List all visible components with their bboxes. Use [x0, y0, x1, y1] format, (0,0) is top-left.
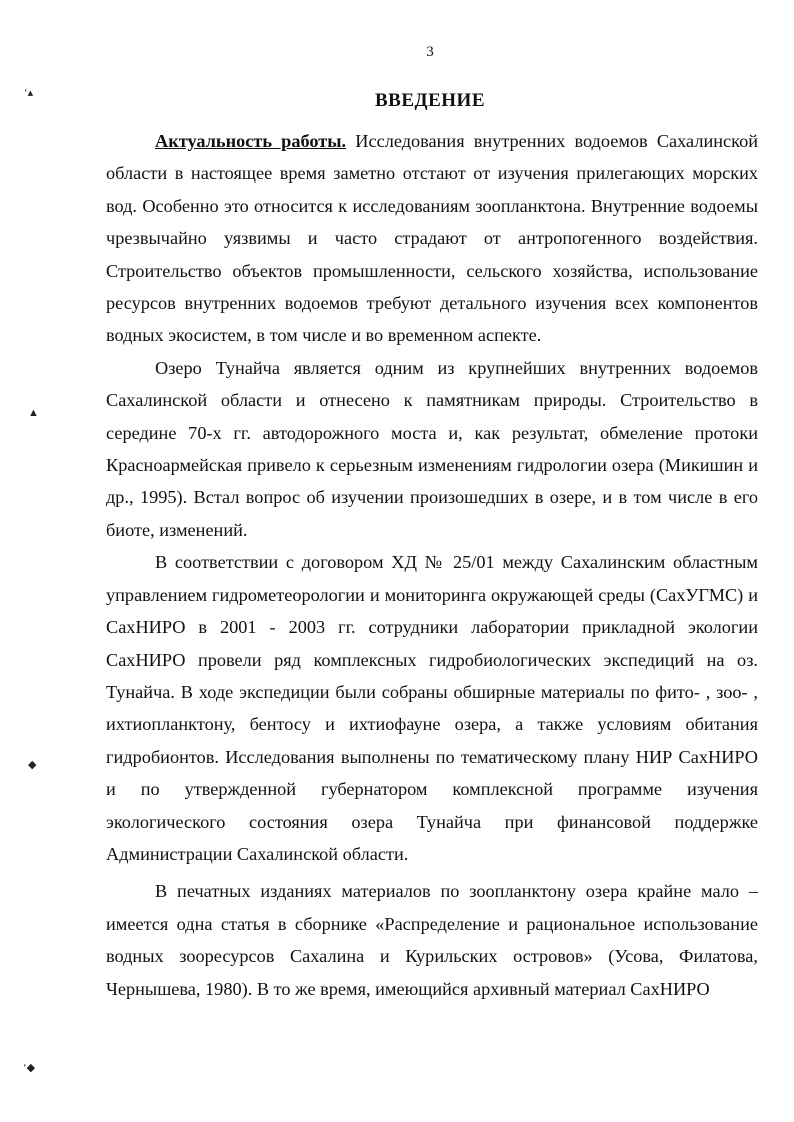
scan-speck-mark: ◆: [28, 759, 37, 771]
scan-speck-mark: ▲: [28, 407, 39, 419]
page-title: ВВЕДЕНИЕ: [375, 90, 485, 111]
relevance-text: Исследования внутренних водоемов Сахалинской области в настоящее время заметно отстают от изучения прилегающих морских вод. Особенно это относится к исследованиям зоопланктона. Внутренние водоемы чрезвычайно уязвимы и часто страдают от антропогенного воздействия. Строительство объектов промышленности, сельского хозяйства, использование ресурсов внутренних водоемов требуют детального изучения всех компонентов водных экосистем, в том числе и во временном аспекте.: [106, 131, 758, 346]
paragraph-publications: В печатных изданиях материалов по зоопланктону озера крайне мало – имеется одна статья в сборнике «Распределение и рациональное использование водных зооресурсов Сахалина и Курильских островов» (Усова, Филатова, Чернышева, 1980). В то же время, имеющийся архивный материал СахНИРО: [106, 881, 758, 999]
scan-speck-mark: ʻ◆: [23, 1062, 36, 1074]
scan-speck-mark: ʻ▴: [24, 87, 34, 99]
paragraph-lake-tunaycha: Озеро Тунайча является одним из крупнейших внутренних водоемов Сахалинской области и отнесено к памятникам природы. Строительство в середине 70-х гг. автодорожного моста и, как результат, обмеление протоки Красноармейская привело к серьезным изменениям гидрологии озера (Микишин и др., 1995). Встал вопрос об изучении произошедших в озере, и в том числе в его биоте, изменений.: [106, 357, 758, 540]
body-text: [106, 125, 758, 1005]
paragraph-contract: В соответствии с договором ХД № 25/01 между Сахалинским областным управлением гидрометеорологии и мониторинга окружающей среды (СахУГМС) и СахНИРО в 2001 - 2003 гг. сотрудники лаборатории прикладной экологии СахНИРО провели ряд комплексных гидробиологических экспедиций на оз. Тунайча. В ходе экспедиции были собраны обширные материалы по фито- , зоо- , ихтиопланктону, бентосу и ихтиофауне озера, а также условиям обитания гидробионтов. Исследования выполнены по тематическому плану НИР СахНИРО и по утвержденной губернатором комплексной программе изучения экологического состояния озера Тунайча при финансовой поддержке Администрации Сахалинской области.: [106, 552, 758, 864]
page-number: 3: [426, 44, 434, 60]
relevance-heading: Актуальность работы.: [155, 131, 347, 151]
paragraph-relevance: [106, 125, 758, 352]
